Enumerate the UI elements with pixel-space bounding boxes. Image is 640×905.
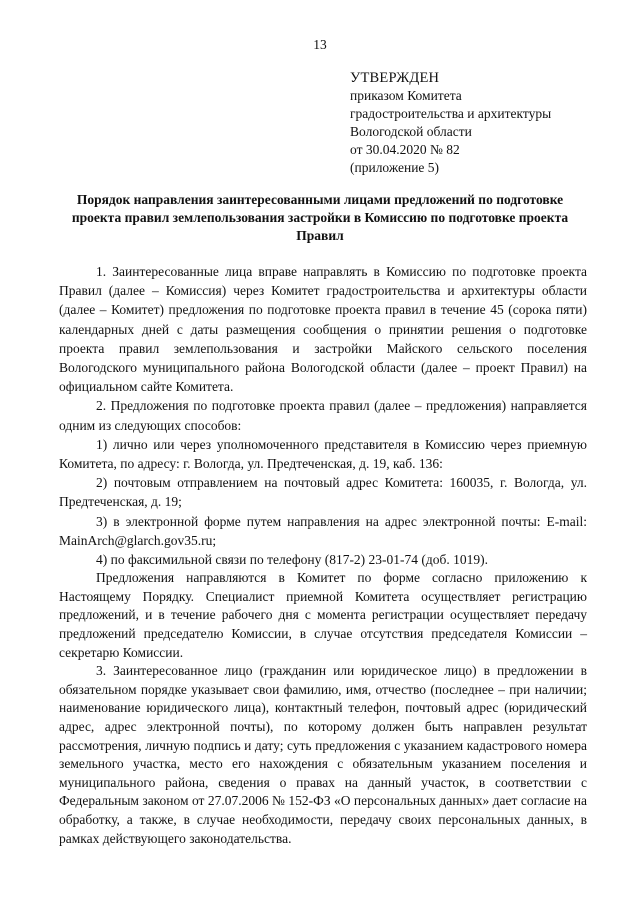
document-title: Порядок направления заинтересованными лицами предложений по подготовке проекта правил землепользования застройки в Комиссию по подготовке проекта Правил (71, 192, 569, 243)
approval-line: приказом Комитета (350, 88, 462, 103)
list-item-2: 2) почтовым отправлением на почтовый адрес Комитета: 160035, г. Вологда, ул. Предтеченская, д. 19; (59, 475, 587, 510)
paragraph-1: 1. Заинтересованные лица вправе направлять в Комиссию по подготовке проекта Правил (далее – Комиссия) через Комитет градостроительства и архитектуры области (далее – Комитет) предложения по подготовке проекта правил в течение 45 (сорока пяти) календарных дней с даты размещения сообщения о принятии решения о подготовке проекта правил землепользования и застройки Майского сельского поселения Вологодского муниципального района Вологодской области (далее – проект Правил) на официальном сайте Комитета. (59, 264, 587, 395)
list-item-1: 1) лично или через уполномоченного представителя в Комиссию через приемную Комитета, по адресу: г. Вологда, ул. Предтеченская, д. 19, каб. 136: (59, 436, 587, 472)
document-body (59, 262, 587, 848)
paragraph-submission: Предложения направляются в Комитет по форме согласно приложению к Настоящему Порядку. Специалист приемной Комитета осуществляет регистрацию предложений, и в течение рабочего дня с момента регистрации осуществляет передачу предложений председателю Комиссии, в случае отсутствия председателя Комиссии – секретарю Комиссии. (59, 570, 587, 660)
approval-block (350, 69, 620, 177)
page-number: 13 (313, 37, 327, 52)
approval-line: Вологодской области (350, 124, 472, 139)
list-item-4: 4) по факсимильной связи по телефону (817-2) 23-01-74 (доб. 1019). (96, 552, 489, 568)
approval-heading: УТВЕРЖДЕН (350, 70, 440, 86)
paragraph-3: 3. Заинтересованное лицо (гражданин или юридическое лицо) в предложении в обязательном порядке указывает свои фамилию, имя, отчество (последнее – при наличии; наименование юридического лица), контактный телефон, почтовый адрес (юридический адрес, адрес электронной почты), по которому должен быть направлен результат рассмотрения, личную подпись и дату; суть предложения с указанием кадастрового номера земельного участка, место его нахождения с обязательным указанием поселения и муниципального района, сведения о правах на данный участок, в соответствии с Федеральным законом от 27.07.2006 № 152-ФЗ «О персональных данных» дает согласие на обработку, а также, в случае необходимости, передачу своих персональных данных, в рамках действующего законодательства. (59, 663, 587, 846)
approval-line: градостроительства и архитектуры (350, 106, 552, 121)
approval-line: (приложение 5) (350, 160, 440, 175)
approval-line: от 30.04.2020 № 82 (350, 142, 460, 157)
paragraph-2: 2. Предложения по подготовке проекта правил (далее – предложения) направляется одним из следующих способов: (59, 398, 587, 433)
list-item-3: 3) в электронной форме путем направления на адрес электронной почты: E-mail: MainArch@glarch.gov35.ru; (59, 513, 587, 548)
